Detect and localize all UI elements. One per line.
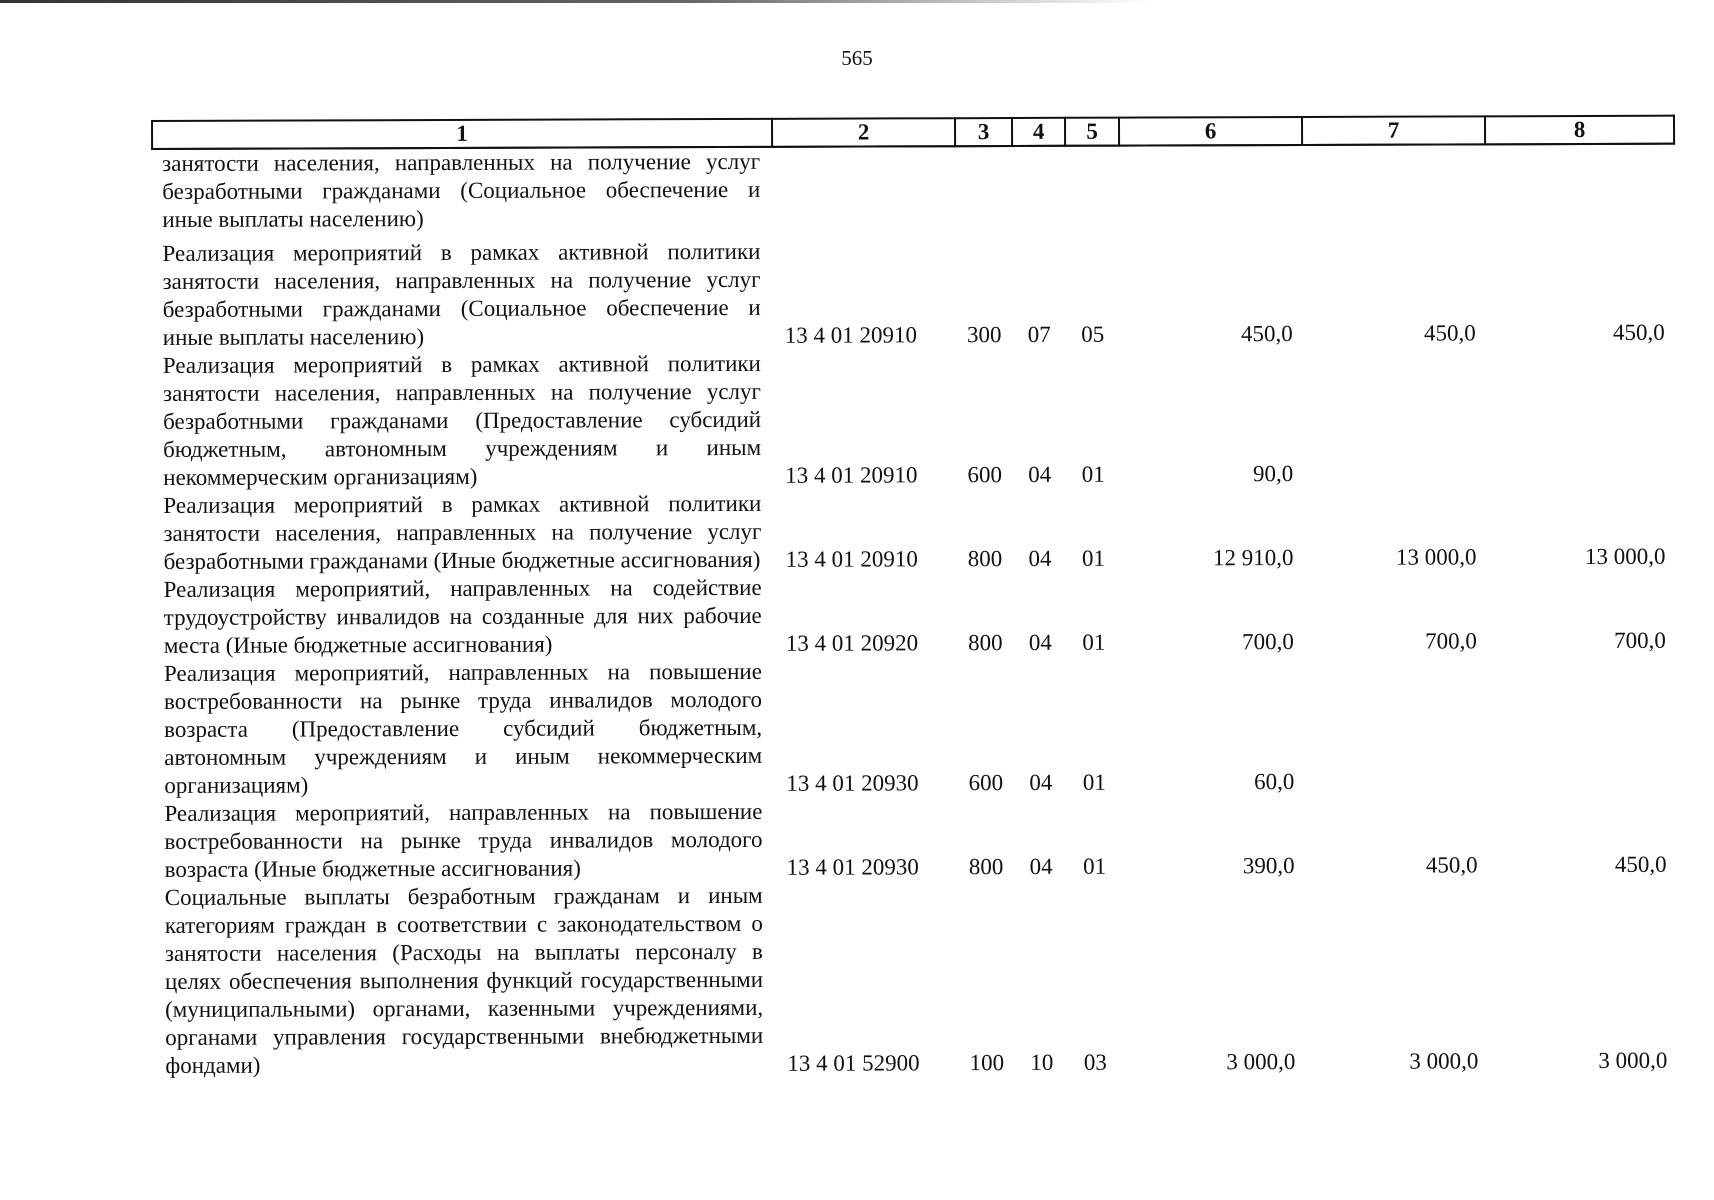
page-number: 565: [841, 46, 873, 70]
row-amount-year-3: 13 000,0: [1584, 543, 1666, 569]
row-section: 04: [1029, 769, 1053, 795]
row-subsection: 01: [1083, 853, 1107, 879]
row-subsection: 01: [1081, 545, 1106, 571]
scan-edge: [0, 0, 1150, 3]
row-description: Реализация мероприятий в рамках активной политики занятости населения, направленных на получение услуг безработными гражданами (Предоставление субсидий бюджетным, автономным учреждениям и иным некоммерческим организациям): [162, 350, 762, 490]
table-row: [154, 795, 1676, 884]
row-expense-type: 300: [966, 322, 1002, 348]
row-expense-type: 100: [969, 1050, 1005, 1076]
row-amount-year-3: 450,0: [1614, 851, 1667, 877]
column-header-3: 3: [955, 118, 1012, 146]
row-expense-type: 800: [967, 546, 1003, 572]
row-amount-year-2: [1302, 144, 1485, 236]
row-target-article: 13 4 01 20930: [786, 770, 919, 796]
row-target-article: 13 4 01 20910: [784, 322, 918, 348]
table-row: [155, 879, 1678, 1080]
row-description: Социальные выплаты безработным гражданам и иным категориям граждан в соответствии с законодательством о занятости населения (Расходы на выплаты персоналу в целях обеспечения выполнения функций государственными (муниципальными) органами, казенными учреждениями, органами управления государственными внебюджетными фондами): [164, 882, 764, 1078]
row-description: Реализация мероприятий, направленных на содействие трудоустройству инвалидов на созданные для них рабочие места (Иные бюджетные ассигнования): [163, 574, 762, 658]
row-amount-year-1: [1119, 145, 1302, 237]
row-section: 04: [1028, 629, 1052, 655]
table-row: [152, 235, 1674, 352]
row-amount-year-3: [1485, 144, 1674, 236]
column-header-2: 2: [772, 118, 955, 147]
column-header-4: 4: [1012, 118, 1065, 146]
row-section: 04: [1029, 853, 1053, 879]
row-target-article: 13 4 01 20920: [785, 630, 919, 656]
row-amount-year-2: 450,0: [1425, 852, 1478, 878]
row-amount-year-1: 60,0: [1254, 769, 1295, 795]
row-amount-year-2: [1304, 655, 1487, 796]
row-section: 04: [1028, 545, 1052, 571]
row-section: 04: [1028, 461, 1052, 487]
budget-table: [151, 115, 1678, 1080]
row-amount-year-2: [1303, 347, 1486, 488]
column-header-6: 6: [1119, 117, 1302, 146]
row-expense-type: 800: [968, 630, 1003, 656]
row-subsection: 01: [1082, 769, 1106, 795]
row-section: [1012, 146, 1065, 237]
table-row: [153, 487, 1675, 576]
column-header-7: 7: [1302, 116, 1485, 145]
row-amount-year-2: 450,0: [1423, 320, 1476, 346]
row-subsection: 01: [1081, 461, 1105, 487]
row-description: Реализация мероприятий в рамках активной политики занятости населения, направленных на получение услуг безработными гражданами (Социальное обеспечение и иные выплаты населению): [162, 238, 761, 350]
column-header-5: 5: [1065, 118, 1119, 146]
table-body: [152, 144, 1677, 1080]
row-amount-year-2: 3 000,0: [1409, 1048, 1479, 1074]
row-description: занятости населения, направленных на получение услуг безработными гражданами (Социальное обеспечение и иные выплаты населению): [162, 148, 761, 232]
row-expense-type: 600: [967, 462, 1003, 488]
column-header-8: 8: [1485, 116, 1674, 145]
row-target-article: [772, 146, 955, 238]
row-amount-year-2: 700,0: [1425, 628, 1477, 654]
row-amount-year-2: 13 000,0: [1395, 544, 1477, 570]
row-target-article: 13 4 01 52900: [787, 1050, 920, 1076]
row-description: Реализация мероприятий, направленных на повышение востребованности на рынке труда инвалидов молодого возраста (Иные бюджетные ассигнования): [164, 798, 763, 882]
row-expense-type: 800: [968, 854, 1004, 880]
row-amount-year-3: 3 000,0: [1598, 1047, 1668, 1073]
row-amount-year-1: 12 910,0: [1212, 545, 1294, 571]
row-expense-type: 600: [968, 770, 1004, 796]
row-subsection: 01: [1082, 629, 1106, 655]
row-amount-year-1: 390,0: [1242, 853, 1295, 879]
row-target-article: 13 4 01 20930: [786, 854, 919, 880]
row-amount-year-1: 450,0: [1240, 321, 1293, 347]
row-subsection: 03: [1083, 1049, 1107, 1075]
row-subsection: 05: [1081, 321, 1105, 347]
table-row: [154, 571, 1676, 660]
table-row: [152, 144, 1674, 240]
row-section: 07: [1027, 321, 1051, 347]
row-amount-year-3: [1486, 347, 1675, 488]
row-description: Реализация мероприятий, направленных на повышение востребованности на рынке труда инвалидов молодого возраста (Предоставление субсидий бюджетным, автономным учреждениям и иным некоммерческим организациям): [163, 658, 763, 798]
row-description: Реализация мероприятий в рамках активной политики занятости населения, направленных на получение услуг безработными гражданами (Иные бюджетные ассигнования): [163, 490, 762, 574]
row-amount-year-3: 700,0: [1614, 627, 1666, 653]
row-expense-type: [955, 146, 1012, 237]
row-amount-year-1: 700,0: [1242, 629, 1294, 655]
row-amount-year-3: [1487, 655, 1676, 796]
row-section: 10: [1030, 1049, 1054, 1075]
table-row: [154, 655, 1676, 800]
row-amount-year-3: 450,0: [1612, 319, 1665, 345]
column-header-1: 1: [152, 119, 772, 149]
row-target-article: 13 4 01 20910: [785, 546, 918, 572]
row-amount-year-1: 3 000,0: [1226, 1049, 1296, 1075]
table-row: [153, 347, 1675, 492]
row-amount-year-1: 90,0: [1252, 461, 1294, 487]
row-target-article: 13 4 01 20910: [785, 462, 918, 488]
row-subsection: [1065, 146, 1119, 237]
